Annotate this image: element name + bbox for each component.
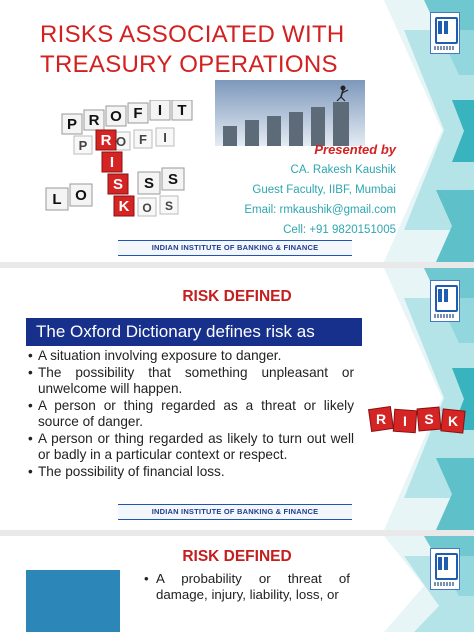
risk-cubes-image bbox=[362, 400, 468, 440]
side-box bbox=[26, 570, 120, 632]
svg-text:S: S bbox=[112, 176, 124, 193]
stairs-image bbox=[215, 80, 365, 146]
svg-text:K: K bbox=[118, 198, 130, 215]
svg-text:I: I bbox=[109, 154, 115, 171]
svg-text:S: S bbox=[424, 411, 434, 427]
presenter-name: CA. Rakesh Kaushik bbox=[290, 164, 396, 176]
svg-text:I: I bbox=[403, 413, 407, 429]
svg-text:O: O bbox=[115, 134, 127, 149]
svg-text:O: O bbox=[142, 201, 152, 215]
presenter-cell: Cell: +91 9820151005 bbox=[283, 224, 396, 236]
list-item: • The possibility of financial loss. bbox=[28, 464, 354, 481]
svg-text:L: L bbox=[52, 191, 62, 208]
list-item: • The possibility that something unpleasant or unwelcome will happen. bbox=[28, 365, 354, 398]
svg-text:R: R bbox=[375, 411, 387, 427]
title-line-2: TREASURY OPERATIONS bbox=[40, 51, 338, 78]
definition-list bbox=[144, 571, 350, 603]
slide-heading: RISK DEFINED bbox=[182, 548, 292, 565]
svg-text:O: O bbox=[75, 187, 87, 204]
slide-risk-defined bbox=[0, 268, 474, 530]
slide-heading: RISK DEFINED bbox=[182, 288, 292, 305]
svg-text:I: I bbox=[157, 102, 163, 119]
list-item: • A person or thing regarded as a threat or likely source of danger. bbox=[28, 398, 354, 431]
list-item: • A situation involving exposure to danger. bbox=[28, 348, 354, 365]
definition-banner: The Oxford Dictionary defines risk as bbox=[26, 318, 362, 346]
svg-text:S: S bbox=[164, 199, 174, 213]
presenter-email[interactable]: Email: rmkaushik@gmail.com bbox=[244, 204, 396, 216]
slide-footer: INDIAN INSTITUTE OF BANKING & FINANCE bbox=[118, 504, 352, 520]
profit-risk-loss-cubes bbox=[38, 100, 208, 234]
svg-text:P: P bbox=[78, 138, 88, 153]
slide-title bbox=[0, 0, 474, 262]
presenter-info bbox=[244, 140, 396, 240]
slide-risk-defined-2 bbox=[0, 536, 474, 632]
svg-text:K: K bbox=[447, 413, 459, 429]
svg-text:T: T bbox=[177, 102, 187, 119]
svg-text:F: F bbox=[139, 132, 147, 147]
presented-by-label: Presented by bbox=[314, 142, 396, 157]
svg-text:R: R bbox=[88, 112, 100, 129]
svg-text:S: S bbox=[143, 175, 155, 192]
svg-text:P: P bbox=[66, 116, 78, 133]
title-line-1: RISKS ASSOCIATED WITH bbox=[40, 21, 345, 48]
svg-text:R: R bbox=[100, 132, 112, 149]
list-item: • A probability or threat of damage, injury, liability, loss, or bbox=[144, 571, 350, 603]
definition-list bbox=[28, 348, 354, 480]
presenter-role: Guest Faculty, IIBF, Mumbai bbox=[252, 184, 396, 196]
list-item: • A person or thing regarded as likely to turn out well or badly in a particular context or respect. bbox=[28, 431, 354, 464]
svg-text:F: F bbox=[133, 105, 143, 122]
slide-footer: INDIAN INSTITUTE OF BANKING & FINANCE bbox=[118, 240, 352, 256]
iibf-logo-icon bbox=[430, 12, 460, 54]
page-title bbox=[40, 20, 345, 80]
svg-text:S: S bbox=[167, 171, 179, 188]
svg-text:O: O bbox=[110, 108, 122, 125]
svg-text:I: I bbox=[163, 130, 167, 145]
